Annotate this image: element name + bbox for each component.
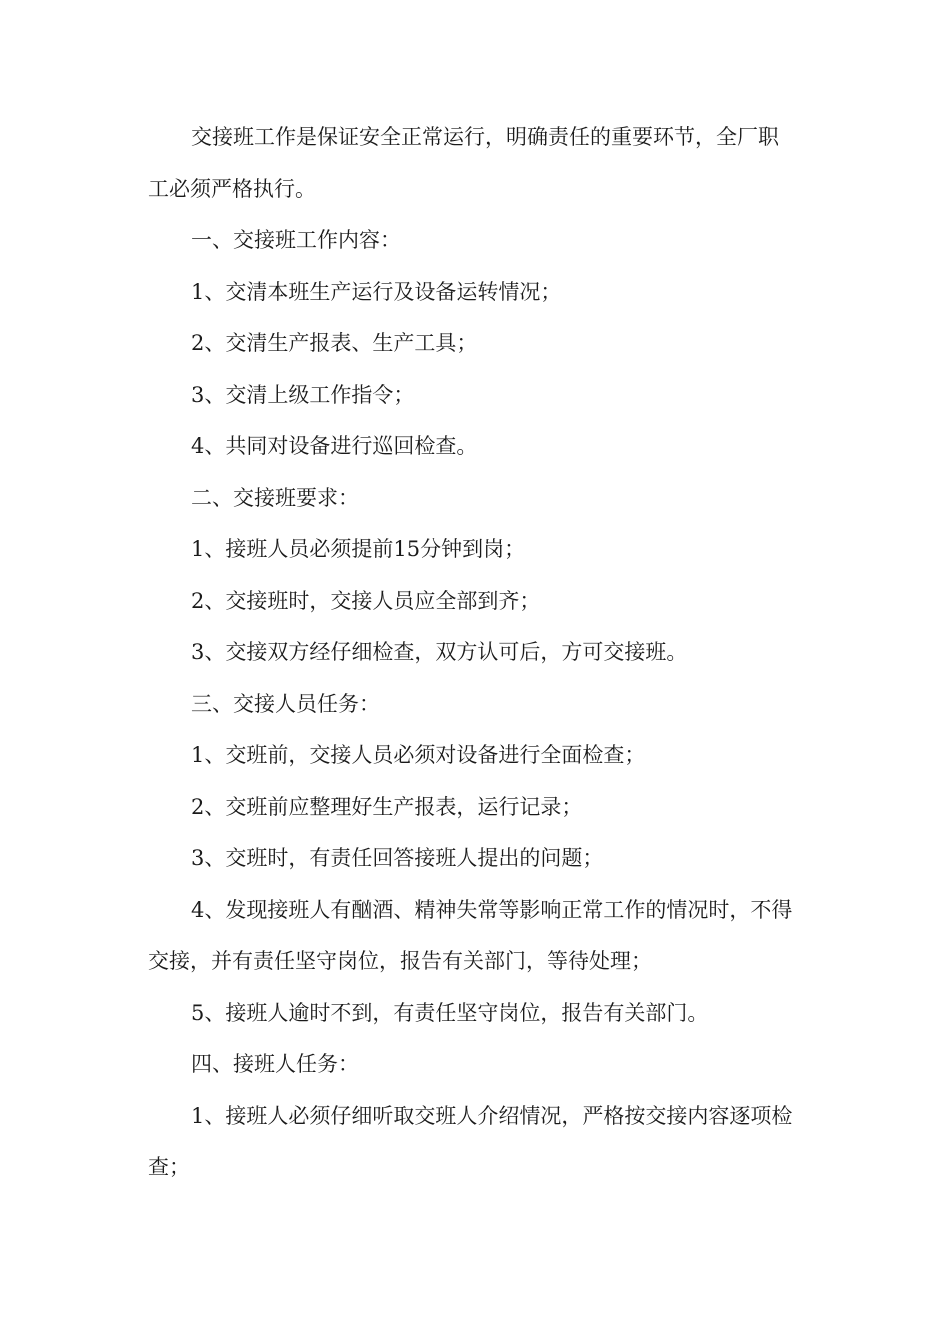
paragraph-intro: 交接班工作是保证安全正常运行，明确责任的重要环节，全厂职工必须严格执行。 [148,125,780,201]
list-item: 1、接班人必须仔细听取交班人介绍情况，严格按交接内容逐项检查； [148,1103,793,1179]
list-item: 5、接班人逾时不到，有责任坚守岗位，报告有关部门。 [191,1000,709,1025]
list-item: 2、交接班时，交接人员应全部到齐； [191,588,541,613]
list-item: 2、交清生产报表、生产工具； [191,331,478,355]
list-item: 2、交班前应整理好生产报表，运行记录； [191,794,583,819]
section-heading-4: 四、接班人任务： [191,1052,360,1076]
list-item: 1、交班前，交接人员必须对设备进行全面检查； [191,743,646,767]
section-heading-2: 二、交接班要求： [191,485,360,510]
document-body [148,112,800,1194]
list-item: 4、发现接班人有酗酒、精神失常等影响正常工作的情况时，不得交接，并有责任坚守岗位，报告有关部门，等待处理； [148,897,793,973]
section-heading-1: 一、交接班工作内容： [191,228,402,252]
list-item: 4、共同对设备进行巡回检查。 [191,434,478,458]
list-item: 3、交清上级工作指令； [191,382,415,407]
list-item: 3、交接双方经仔细检查，双方认可后，方可交接班。 [191,640,688,664]
list-item: 1、接班人员必须提前15分钟到岗； [191,537,526,561]
list-item: 1、交清本班生产运行及设备运转情况； [191,279,562,304]
section-heading-3: 三、交接人员任务： [191,691,381,716]
list-item: 3、交班时，有责任回答接班人提出的问题； [191,846,604,870]
